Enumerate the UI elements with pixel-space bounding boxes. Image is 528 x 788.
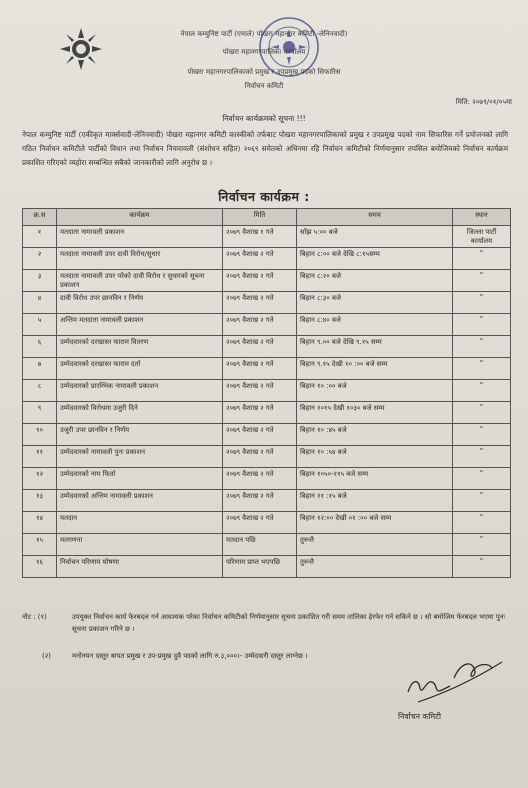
cell-time: बिहान ८:०० बजे देखि ८:१५सम्म	[297, 248, 453, 270]
cell-no: २	[23, 248, 57, 270]
cell-no: ६	[23, 336, 57, 358]
table-row	[23, 380, 511, 402]
cell-program: मतगणना	[57, 534, 223, 556]
cell-place: "	[453, 380, 511, 402]
cell-time: तुरुन्तै	[297, 556, 453, 578]
cell-program: निर्वाचन परिणाम घोषणा	[57, 556, 223, 578]
cell-time: बिहान ८:३० बजे	[297, 292, 453, 314]
header-date: मिति	[223, 209, 297, 226]
cell-no: १	[23, 226, 57, 248]
cell-date: २०७९ वैशाख २ गते	[223, 468, 297, 490]
cell-no: १५	[23, 534, 57, 556]
cell-place: "	[453, 468, 511, 490]
cell-time: तुरुन्तै	[297, 534, 453, 556]
note-label: नोट : (१)	[22, 613, 47, 621]
table-row	[23, 358, 511, 380]
cell-program: उम्मेदवारको दरखास्त फाराम वितरण	[57, 336, 223, 358]
cell-program: उम्मेदवारको नामावली पुनः प्रकाशन	[57, 446, 223, 468]
table-row	[23, 446, 511, 468]
table-row	[23, 402, 511, 424]
cell-program: मतदाता नामावली प्रकाशन	[57, 226, 223, 248]
table-row	[23, 314, 511, 336]
cell-place: "	[453, 292, 511, 314]
cell-date: २०७९ वैशाख १ गते	[223, 226, 297, 248]
intro-paragraph: नेपाल कम्युनिष्ट पार्टी (एकीकृत मार्क्सवादी-लेनिनवादी) पोखरा महानगर कमिटी कास्कीको तर्फबाट पोखरा महानगरपालिकाको प्रमुख र उपप्रमुख पदको नाम सिफारिस गर्ने प्रयोजनको लागि गठित निर्वाचन कमिटीले पार्टीको विधान तथा निर्वाचन नियमावली (संशोधन सहित) २०६९ समेतको अधिनमा रहि निर्वाचन कमिटीको निर्णयानुसार तपसिल बमोजिमको निर्वाचन कार्यक्रम प्रकाशित गरिएको व्यहोरा सम्बन्धित सबैको जानकारीको लागि अनुरोध छ ।	[22, 130, 508, 167]
header-program: कार्यक्रम	[57, 209, 223, 226]
table-row	[23, 292, 511, 314]
cell-place: "	[453, 314, 511, 336]
note-label: (२)	[42, 652, 51, 660]
cell-no: १४	[23, 512, 57, 534]
cell-no: ९	[23, 402, 57, 424]
note-text: मनोनयन दस्तुर बापत प्रमुख र उप-प्रमुख दुवै पदको लागि रु.३,०००।- उम्मेदवारी दस्तुर लाग्नेछ ।	[72, 652, 308, 660]
cell-time: बिहान १०१५ देखी १०३० बजे सम्म	[297, 402, 453, 424]
cell-program: दावी विरोध उपर छानविन र निर्णय	[57, 292, 223, 314]
cell-place: "	[453, 534, 511, 556]
cell-program: उम्मेदवारको अन्तिम नामावली प्रकाशन	[57, 490, 223, 512]
table-row	[23, 556, 511, 578]
cell-no: ११	[23, 446, 57, 468]
cell-place: "	[453, 424, 511, 446]
cell-date: २०७९ वैशाख २ गते	[223, 292, 297, 314]
cell-no: १३	[23, 490, 57, 512]
cell-no: ७	[23, 358, 57, 380]
table-row	[23, 424, 511, 446]
schedule-table	[22, 208, 511, 578]
note-text: उपयुक्त निर्वाचन कार्य फेरबदल गर्न आवश्यक परेका निर्वाचन कमिटीको निर्णयानुसार सूचना प्रकाशित गरी समय तालिका हेरफेर गर्न सकिने छ । सो बमोजिम फेरबदल भएमा पुनः सूचना प्रकाशन गरिने छ ।	[72, 613, 506, 633]
cell-place: "	[453, 556, 511, 578]
cell-date: परिणाम प्राप्त भएपछि	[223, 556, 297, 578]
schedule-title: निर्वाचन कार्यक्रम :	[218, 189, 310, 204]
cell-time: बिहान ९.०० बजे देखि ९.१५ सम्म	[297, 336, 453, 358]
cell-program: अन्तिम मतदाता नामावली प्रकाशन	[57, 314, 223, 336]
cell-date: २०७९ वैशाख २ गते	[223, 380, 297, 402]
cell-program: मतदाता नामावली उपर दावी विरोध/सुधार	[57, 248, 223, 270]
cell-date: २०७९ वैशाख २ गते	[223, 490, 297, 512]
table-body	[23, 226, 511, 578]
signature-icon	[398, 650, 508, 710]
cell-place: "	[453, 402, 511, 424]
table-row	[23, 270, 511, 292]
cell-time: बिहान १० :५४ बजे	[297, 446, 453, 468]
cell-no: ८	[23, 380, 57, 402]
table-row	[23, 534, 511, 556]
table-row	[23, 336, 511, 358]
cell-date: २०७९ वैशाख २ गते	[223, 358, 297, 380]
cell-date: २०७९ वैशाख २ गते	[223, 270, 297, 292]
cell-program: मतदान	[57, 512, 223, 534]
cell-place: जिल्ला पार्टी कार्यालय	[453, 226, 511, 248]
cell-no: १०	[23, 424, 57, 446]
cell-time: बिहान ९.१५ देखी १० :०० बजे सम्म	[297, 358, 453, 380]
committee-line: निर्वाचन कमिटी	[244, 82, 284, 90]
cell-place: "	[453, 358, 511, 380]
table-row	[23, 468, 511, 490]
cell-date: २०७९ वैशाख २ गते	[223, 446, 297, 468]
cell-time: बिहान ८:४० बजे	[297, 314, 453, 336]
cell-time: बिहान १०५०-११५ बजे सम्म	[297, 468, 453, 490]
cell-date: मतदान पछि	[223, 534, 297, 556]
cell-time: बिहान ११ :१५ बजे	[297, 490, 453, 512]
header-no: क्र.स	[23, 209, 57, 226]
cell-place: "	[453, 490, 511, 512]
cell-program: उम्मेदवारको नाम फिर्ता	[57, 468, 223, 490]
table-row	[23, 490, 511, 512]
cell-place: "	[453, 446, 511, 468]
cell-program: उम्मेदवारको प्रारम्भिक नामावली प्रकाशन	[57, 380, 223, 402]
office-line: पोखरा महानगरपालिका कार्यालय	[222, 48, 306, 56]
table-header-row	[23, 209, 511, 226]
cell-time: बिहान १२:०० देखी ०१ :०० बजे सम्म	[297, 512, 453, 534]
cell-time: साँझ ५:०० बजे	[297, 226, 453, 248]
cell-date: २०७९ वैशाख २ गते	[223, 512, 297, 534]
cell-date: २०७९ वैशाख २ गते	[223, 248, 297, 270]
purpose-line: पोखरा महानगरपालिकाको प्रमुख र उपप्रमुख पदको सिफारिस	[187, 68, 341, 76]
table-row	[23, 226, 511, 248]
cell-place: "	[453, 248, 511, 270]
cell-program: उम्मेदवारको दरखास्त फाराम दर्ता	[57, 358, 223, 380]
cell-no: १२	[23, 468, 57, 490]
cell-place: "	[453, 512, 511, 534]
cell-date: २०७९ वैशाख २ गते	[223, 314, 297, 336]
cell-program: उजुरी उपर छानविन र निर्णय	[57, 424, 223, 446]
signature-label: निर्वाचन कमिटी	[398, 712, 442, 721]
cell-program: उम्मेदवारको विरोधमा उजुरी दिने	[57, 402, 223, 424]
cell-date: २०७९ वैशाख २ गते	[223, 424, 297, 446]
cell-program: मतदाता नामावली उपर परेको दावी विरोध र सुधारको सूचना प्रकाशन	[57, 270, 223, 292]
cell-time: बिहान ८:२० बजे	[297, 270, 453, 292]
cell-no: ३	[23, 270, 57, 292]
document-date: मिति: २०७९/०१/०५मा	[455, 98, 512, 106]
table-row	[23, 512, 511, 534]
cell-no: ४	[23, 292, 57, 314]
table-row	[23, 248, 511, 270]
cell-time: बिहान १० :०० बजे	[297, 380, 453, 402]
cell-date: २०७९ वैशाख २ गते	[223, 402, 297, 424]
cell-no: ५	[23, 314, 57, 336]
header-place: स्थान	[453, 209, 511, 226]
notice-title: निर्वाचन कार्यक्रमको सूचना !!!	[222, 114, 306, 123]
cell-no: १६	[23, 556, 57, 578]
cell-date: २०७९ वैशाख २ गते	[223, 336, 297, 358]
cell-place: "	[453, 270, 511, 292]
cell-time: बिहान १० :४५ बजे	[297, 424, 453, 446]
header-time: समय	[297, 209, 453, 226]
cell-place: "	[453, 336, 511, 358]
org-name-line: नेपाल कम्युनिष्ट पार्टी (एमाले) पोखरा महानगर कमिटी -लेनिनवादी)	[180, 30, 348, 38]
